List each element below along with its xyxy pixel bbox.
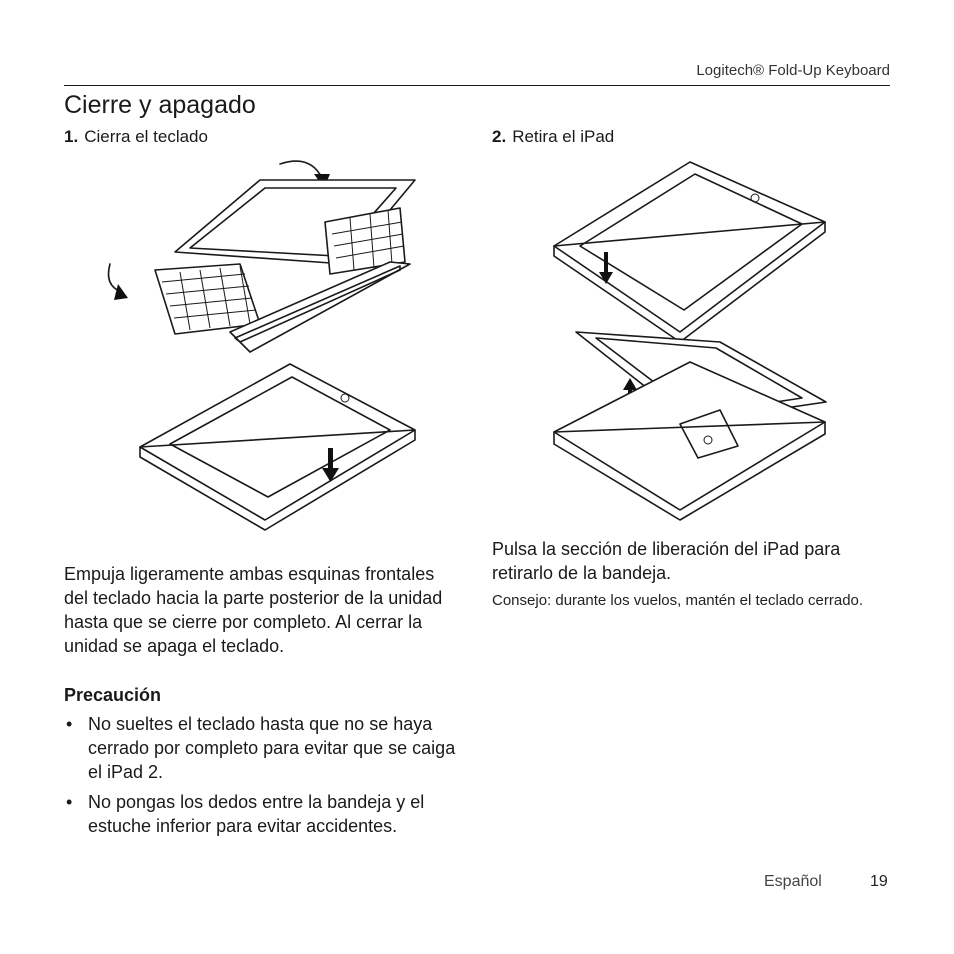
caution-item <box>64 790 459 838</box>
remove-instructions: Pulsa la sección de liberación del iPad para retirarlo de la bandeja. <box>492 539 841 583</box>
step-2-label: Retira el iPad <box>512 127 615 146</box>
bullet-symbol: • <box>66 714 73 734</box>
step-1-heading <box>64 127 208 147</box>
page-number: 19 <box>870 873 888 890</box>
step-1-label: Cierra el teclado <box>84 127 208 146</box>
caution-item-text: No pongas los dedos entre la bandeja y el estuche inferior para evitar accidentes. <box>88 792 425 836</box>
bullet-symbol: • <box>66 792 73 812</box>
caution-title: Precaución <box>64 685 162 705</box>
caution-list <box>64 712 459 844</box>
caution-item <box>64 712 459 784</box>
page-title: Cierre y apagado <box>64 91 256 119</box>
close-keyboard-illustration <box>100 152 435 542</box>
caution-item-text: No sueltes el teclado hasta que no se haya cerrado por completo para evitar que se caiga el iPad 2. <box>88 714 456 782</box>
footer-language: Español <box>764 873 822 890</box>
header-brand: Logitech® Fold-Up Keyboard <box>696 62 890 79</box>
header-rule <box>64 85 890 86</box>
step-1-number: 1. <box>64 127 79 146</box>
remove-ipad-illustration <box>540 152 840 522</box>
tip-text: Consejo: durante los vuelos, mantén el teclado cerrado. <box>492 592 864 609</box>
close-instructions: Empuja ligeramente ambas esquinas frontales del teclado hacia la parte posterior de la unidad hasta que se cierre por completo. Al cerrar la unidad se apaga el teclado. <box>64 564 443 656</box>
step-2-heading <box>492 127 614 147</box>
step-2-number: 2. <box>492 127 507 146</box>
